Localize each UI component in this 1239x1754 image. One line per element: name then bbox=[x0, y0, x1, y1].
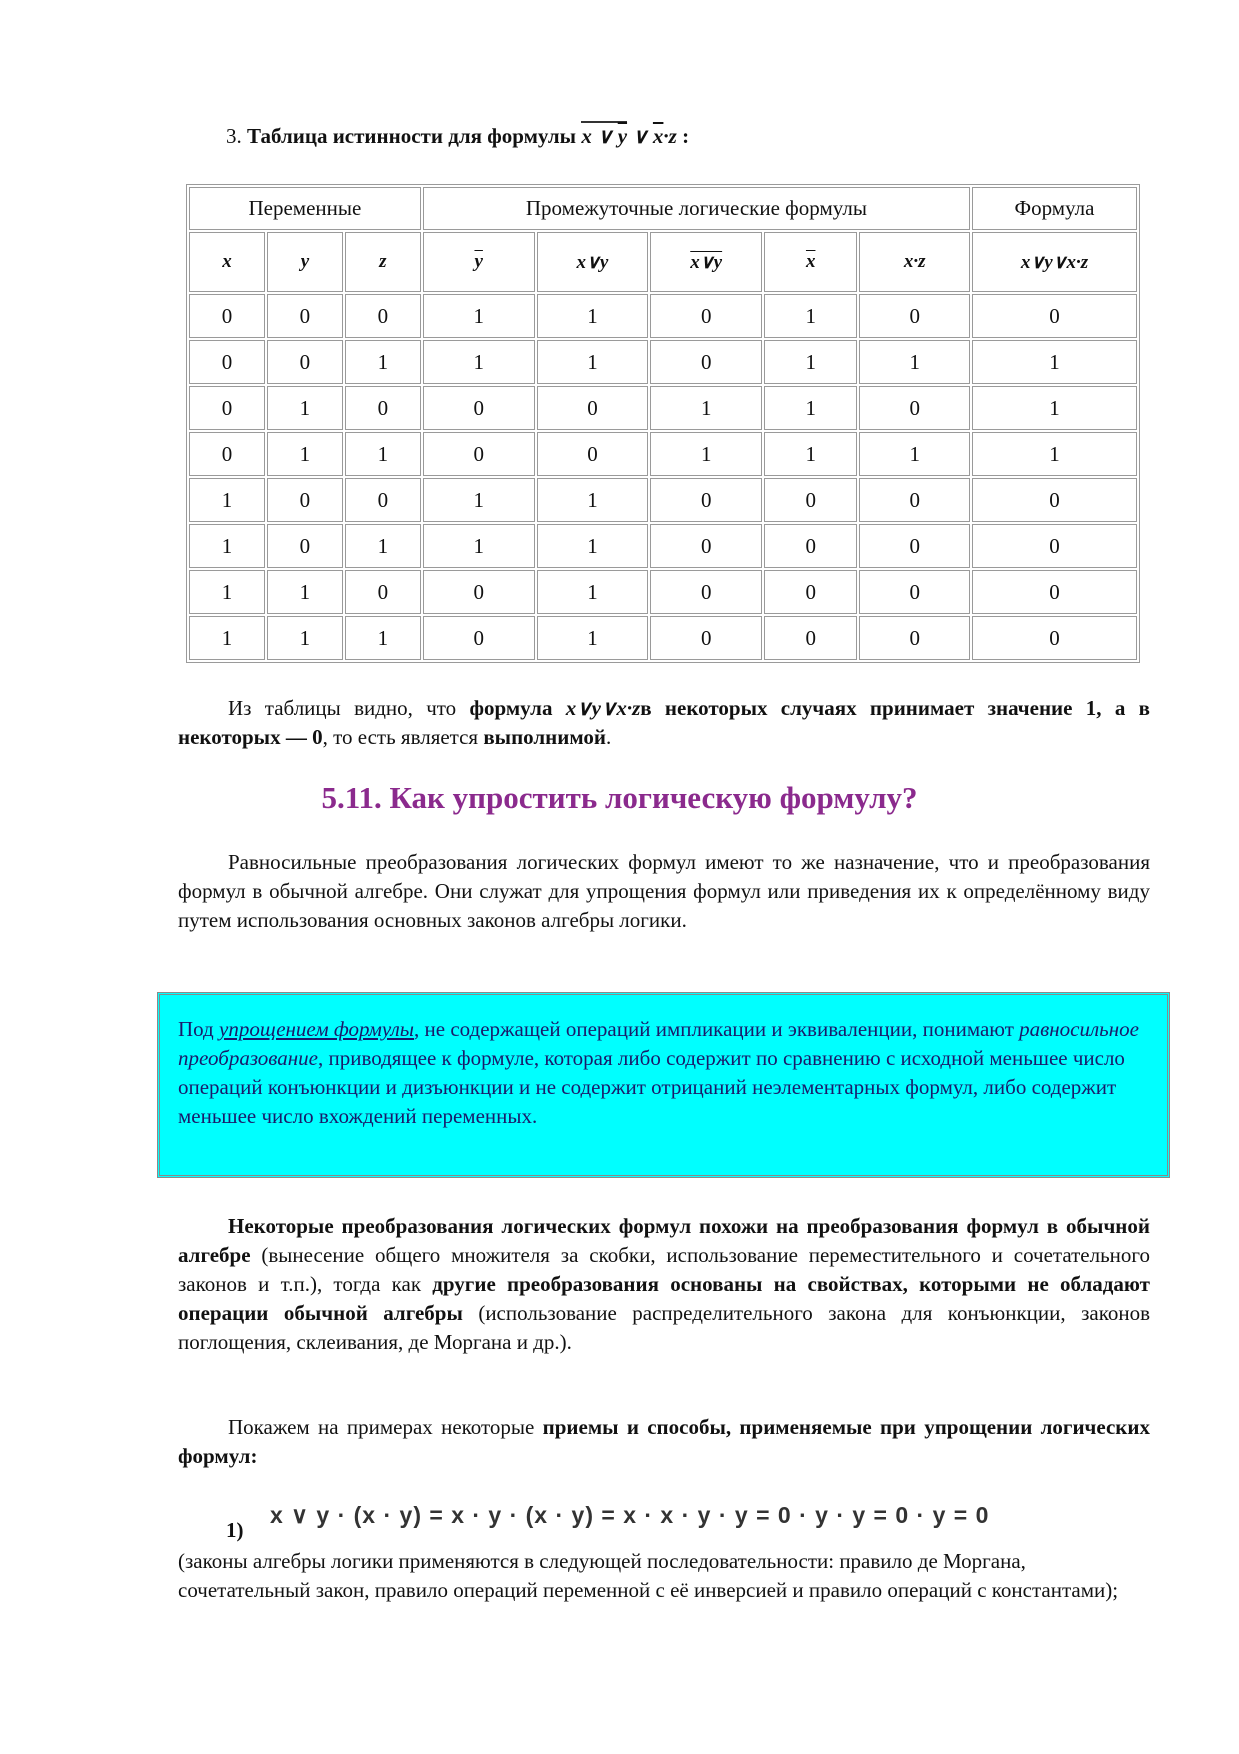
table-cell: 1 bbox=[189, 570, 265, 614]
section-title: 5.11. Как упростить логическую формулу? bbox=[321, 780, 918, 815]
table-cell: 1 bbox=[537, 570, 649, 614]
table-cell: 1 bbox=[859, 432, 970, 476]
table-row bbox=[189, 432, 1137, 476]
table-cell: 1 bbox=[345, 524, 421, 568]
paragraph-similar-transforms: Некоторые преобразования логических формул похожи на преобразования формул в обычной алгебре (вынесение общего множителя за скобки, использование переместительного и сочетательного законов и т.п.), тогда как другие преобразования основаны на свойствах, которыми не обладают операции обычной алгебры (использование распределительного закона для конъюнкции, законов поглощения, склеивания, де Моргана и др.). bbox=[178, 1214, 1150, 1354]
table-cell: 0 bbox=[189, 432, 265, 476]
table-cell: 0 bbox=[764, 616, 857, 660]
col-header-y: y bbox=[267, 232, 343, 292]
table-cell: 1 bbox=[345, 432, 421, 476]
table-cell: 1 bbox=[423, 340, 535, 384]
table-cell: 1 bbox=[267, 616, 343, 660]
table-cell: 1 bbox=[650, 432, 762, 476]
table-cell: 0 bbox=[537, 386, 649, 430]
group-header-formula: Формула bbox=[972, 187, 1137, 230]
table-cell: 1 bbox=[764, 432, 857, 476]
group-header-variables: Переменные bbox=[189, 187, 421, 230]
table-cell: 0 bbox=[650, 570, 762, 614]
truth-table bbox=[186, 184, 1140, 663]
table-cell: 1 bbox=[423, 478, 535, 522]
table-cell: 1 bbox=[423, 524, 535, 568]
table-cell: 1 bbox=[972, 432, 1137, 476]
table-cell: 0 bbox=[859, 478, 970, 522]
table-cell: 0 bbox=[764, 570, 857, 614]
table-cell: 1 bbox=[537, 524, 649, 568]
table-cell: 0 bbox=[764, 478, 857, 522]
table-cell: 1 bbox=[859, 340, 970, 384]
table-cell: 1 bbox=[267, 432, 343, 476]
group-header-intermediate: Промежуточные логические формулы bbox=[423, 187, 970, 230]
truth-table-column-header bbox=[189, 232, 1137, 292]
table-cell: 0 bbox=[267, 294, 343, 338]
table-cell: 1 bbox=[972, 340, 1137, 384]
table-cell: 1 bbox=[423, 294, 535, 338]
table-cell: 0 bbox=[650, 524, 762, 568]
table-cell: 0 bbox=[189, 340, 265, 384]
table-cell: 0 bbox=[345, 478, 421, 522]
table-cell: 0 bbox=[423, 386, 535, 430]
table-row bbox=[189, 294, 1137, 338]
heading-colon: : bbox=[676, 124, 690, 148]
table-cell: 1 bbox=[189, 524, 265, 568]
table-cell: 1 bbox=[189, 616, 265, 660]
definition-text: Под упрощением формулы, не содержащей операций импликации и эквиваленции, понимают равносильное преобразование, приводящее к формуле, которая либо содержит по сравнению с исходной меньшее число операций конъюнкции и дизъюнкции и не содержит отрицаний неэлементарных формул, либо содержит меньшее число вхождений переменных. bbox=[178, 1017, 1139, 1128]
table-cell: 1 bbox=[650, 386, 762, 430]
table-cell: 1 bbox=[537, 294, 649, 338]
table-cell: 1 bbox=[267, 386, 343, 430]
table-row bbox=[189, 570, 1137, 614]
table-row bbox=[189, 386, 1137, 430]
table-cell: 1 bbox=[537, 478, 649, 522]
table-cell: 1 bbox=[345, 616, 421, 660]
col-header-not-x: $\overline{x}$ bbox=[764, 232, 857, 292]
table-cell: 0 bbox=[423, 616, 535, 660]
paragraph-examples-intro: Покажем на примерах некоторые приемы и способы, применяемые при упрощении логических формул: bbox=[178, 1415, 1150, 1468]
col-header-z: z bbox=[345, 232, 421, 292]
table-cell: 0 bbox=[972, 524, 1137, 568]
col-header-x: x bbox=[189, 232, 265, 292]
table-cell: 0 bbox=[650, 340, 762, 384]
col-header-not-y: $\overline{y}$ bbox=[423, 232, 535, 292]
col-header-formula: x∨y∨x·z bbox=[972, 232, 1137, 292]
table-cell: 1 bbox=[267, 570, 343, 614]
truth-table-body bbox=[189, 294, 1137, 660]
truth-table-group-header bbox=[189, 187, 1137, 230]
table-cell: 0 bbox=[423, 570, 535, 614]
inline-formula: x∨y∨x·z bbox=[552, 696, 641, 720]
col-header-not-x-or-y: x∨y bbox=[650, 232, 762, 292]
definition-link[interactable]: упрощением формулы bbox=[219, 1017, 415, 1041]
table-cell: 1 bbox=[537, 616, 649, 660]
table-cell: 0 bbox=[859, 524, 970, 568]
table-cell: 1 bbox=[537, 340, 649, 384]
table-row bbox=[189, 616, 1137, 660]
table-cell: 1 bbox=[764, 386, 857, 430]
table-cell: 0 bbox=[189, 294, 265, 338]
col-header-not-x-and-z: x·z bbox=[859, 232, 970, 292]
table-cell: 0 bbox=[972, 570, 1137, 614]
table-row bbox=[189, 478, 1137, 522]
table-cell: 0 bbox=[859, 386, 970, 430]
example-number: 1) bbox=[226, 1518, 244, 1542]
table-cell: 1 bbox=[972, 386, 1137, 430]
table-cell: 1 bbox=[764, 340, 857, 384]
table-cell: 0 bbox=[189, 386, 265, 430]
table-cell: 1 bbox=[345, 340, 421, 384]
col-header-x-or-not-y: x∨y bbox=[537, 232, 649, 292]
table-cell: 0 bbox=[423, 432, 535, 476]
table-cell: 0 bbox=[972, 478, 1137, 522]
paragraph-equivalent-transforms: Равносильные преобразования логических формул имеют то же назначение, что и преобразования формул в обычной алгебре. Они служат для упрощения формул или приведения их к определённому виду путем использования основных законов алгебры логики. bbox=[178, 850, 1150, 932]
table-cell: 0 bbox=[345, 570, 421, 614]
table-cell: 0 bbox=[859, 616, 970, 660]
table-cell: 0 bbox=[859, 294, 970, 338]
table-cell: 0 bbox=[859, 570, 970, 614]
table-row bbox=[189, 524, 1137, 568]
table-cell: 0 bbox=[267, 340, 343, 384]
example-equation: x ∨ y · (x · y) = x · y · (x · y) = x · x · y · y = 0 · y · y = 0 · y = 0 bbox=[270, 1502, 990, 1528]
paragraph-table-conclusion: Из таблицы видно, что формула x∨y∨x·zв некоторых случаях принимает значение 1, а в некоторых — 0, то есть является выполнимой. bbox=[178, 696, 1151, 749]
table-cell: 0 bbox=[537, 432, 649, 476]
table-cell: 0 bbox=[972, 616, 1137, 660]
paragraph-example-explanation: (законы алгебры логики применяются в следующей последовательности: правило де Моргана, сочетательный закон, правило операций переменной с её инверсией и правило операций с константами); bbox=[178, 1549, 1119, 1602]
table-cell: 0 bbox=[267, 478, 343, 522]
table-cell: 0 bbox=[650, 478, 762, 522]
table-cell: 0 bbox=[345, 294, 421, 338]
heading-formula: x ∨ $\overline{y}$ ∨ $\overline{x}\cdot z$ bbox=[581, 121, 677, 148]
table-cell: 0 bbox=[267, 524, 343, 568]
table-cell: 1 bbox=[764, 294, 857, 338]
truth-table-heading bbox=[226, 124, 689, 149]
table-cell: 0 bbox=[972, 294, 1137, 338]
table-cell: 0 bbox=[650, 294, 762, 338]
table-cell: 0 bbox=[650, 616, 762, 660]
definition-box bbox=[157, 992, 1170, 1178]
table-row bbox=[189, 340, 1137, 384]
table-cell: 0 bbox=[345, 386, 421, 430]
heading-number: 3. bbox=[226, 124, 247, 148]
table-cell: 1 bbox=[189, 478, 265, 522]
table-cell: 0 bbox=[764, 524, 857, 568]
heading-text: Таблица истинности для формулы bbox=[247, 124, 577, 148]
